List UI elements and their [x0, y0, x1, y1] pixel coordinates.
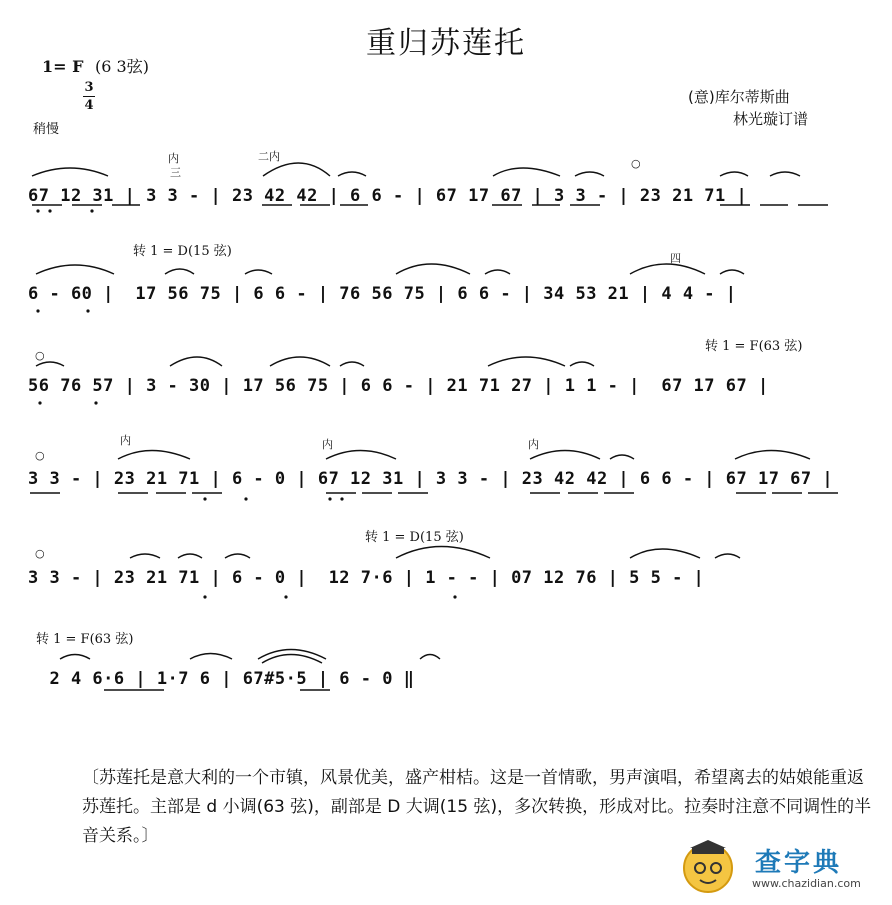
site-name: 查字典 — [755, 848, 843, 878]
score-row-5: 3 3 - | 23 21 71 | 6 - 0 | 12 7·6 | 1 - - | 07 12 76 | 5 5 - | — [28, 568, 705, 588]
modulation-to-d-2: 转 1 = D(15 弦) — [365, 530, 464, 545]
song-title: 重归苏莲托 — [366, 26, 526, 61]
position-mark-three: 三 — [170, 166, 181, 179]
open-string-mark-4: ○ — [35, 547, 45, 560]
modulation-to-f: 转 1 = F(63 弦) — [705, 339, 803, 354]
inner-mark-2: 内 — [120, 434, 131, 447]
position-mark-four: 四 — [670, 252, 681, 265]
open-string-mark-2: ○ — [35, 349, 45, 362]
tempo-marking: 稍慢 — [33, 122, 60, 137]
arranger-credit: 林光璇订谱 — [733, 110, 809, 128]
string-tuning: (6 3弦) — [95, 57, 149, 76]
time-top: 3 — [84, 80, 94, 95]
two-inner-mark: 二内 — [258, 150, 280, 163]
site-url: www.chazidian.com — [752, 877, 861, 890]
score-row-4: 3 3 - | 23 21 71 | 6 - 0 | 67 12 31 | 3 3 - | 23 42 42 | 6 6 - | 67 17 67 | — [28, 469, 834, 489]
modulation-to-d: 转 1 = D(15 弦) — [133, 244, 232, 259]
score-row-6: 2 4 6·6 | 1·7 6 | 67#5·5 | 6 - 0 ‖ — [28, 669, 415, 689]
performance-note: 〔苏莲托是意大利的一个市镇，风景优美，盛产柑桔。这是一首情歌，男声演唱，希望离去的姑娘能重返苏莲托。主部是 d 小调(63 弦)，副部是 D 大调(15 弦)，多次转换，形成对比。拉奏时注意不同调性的半音关系。〕 — [82, 768, 872, 846]
score-row-3: 56 76 57 | 3 - 30 | 17 56 75 | 6 6 - | 21 71 27 | 1 1 - | 67 17 67 | — [28, 376, 769, 396]
score-row-1: 67 12 31 | 3 3 - | 23 42 42 | 6 6 - | 67 17 67 | 3 3 - | 23 21 71 | — [28, 186, 748, 206]
key-label: 1= F — [42, 57, 84, 76]
score-row-2: 6 - 60 | 17 56 75 | 6 6 - | 76 56 75 | 6 6 - | 34 53 21 | 4 4 - | — [28, 284, 737, 304]
inner-mark-3: 内 — [322, 438, 333, 451]
composer-credit: (意)库尔蒂斯曲 — [688, 88, 790, 106]
open-string-mark: ○ — [631, 157, 641, 170]
time-bottom: 4 — [84, 98, 94, 113]
open-string-mark-3: ○ — [35, 449, 45, 462]
modulation-to-f-2: 转 1 = F(63 弦) — [36, 632, 134, 647]
inner-mark: 内 — [168, 152, 179, 165]
inner-mark-4: 内 — [528, 438, 539, 451]
